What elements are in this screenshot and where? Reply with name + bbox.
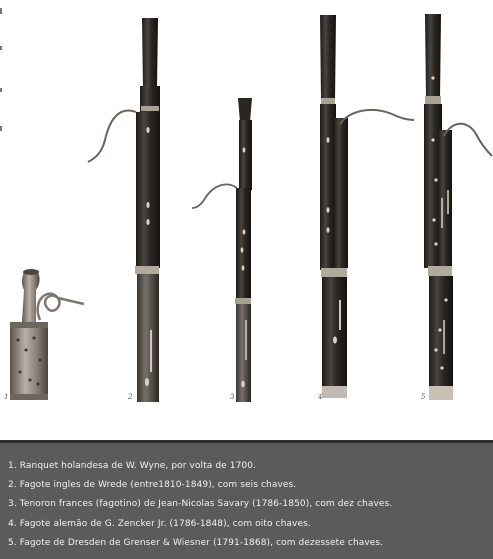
tenoroon-savary (192, 98, 252, 402)
figure-number-3: 3 (230, 393, 235, 401)
bassoon-wrede (88, 18, 160, 402)
edge-mark (0, 46, 2, 50)
figure-number-1: 1 (4, 393, 9, 401)
caption-item-5: 5. Fagote de Dresden de Grenser & Wiesner (1791-1868), com dezessete chaves. (8, 537, 384, 548)
caption-item-2: 2. Fagote ingles de Wrede (entre1810-1849), com seis chaves. (8, 480, 297, 491)
edge-mark (0, 8, 2, 14)
caption-item-4: 4. Fagote alemão de G. Zencker Jr. (1786-1848), com oito chaves. (8, 518, 311, 529)
bassoon-zencker (320, 15, 414, 398)
bassoon-grenser-wiesner (424, 14, 492, 400)
caption-list (0, 443, 493, 553)
caption-panel (0, 440, 493, 559)
figure-number-2: 2 (128, 393, 133, 401)
ranket-instrument (10, 269, 84, 400)
caption-item-3: 3. Tenoron frances (fagotino) de Jean-Nicolas Savary (1786-1850), com dez chaves. (8, 499, 393, 510)
edge-mark (0, 126, 2, 131)
caption-item-1: 1. Ranquet holandesa de W. Wyne, por volta de 1700. (8, 461, 257, 471)
figure-number-5: 5 (421, 393, 426, 401)
figure-number-4: 4 (318, 393, 323, 401)
edge-mark (0, 88, 2, 92)
